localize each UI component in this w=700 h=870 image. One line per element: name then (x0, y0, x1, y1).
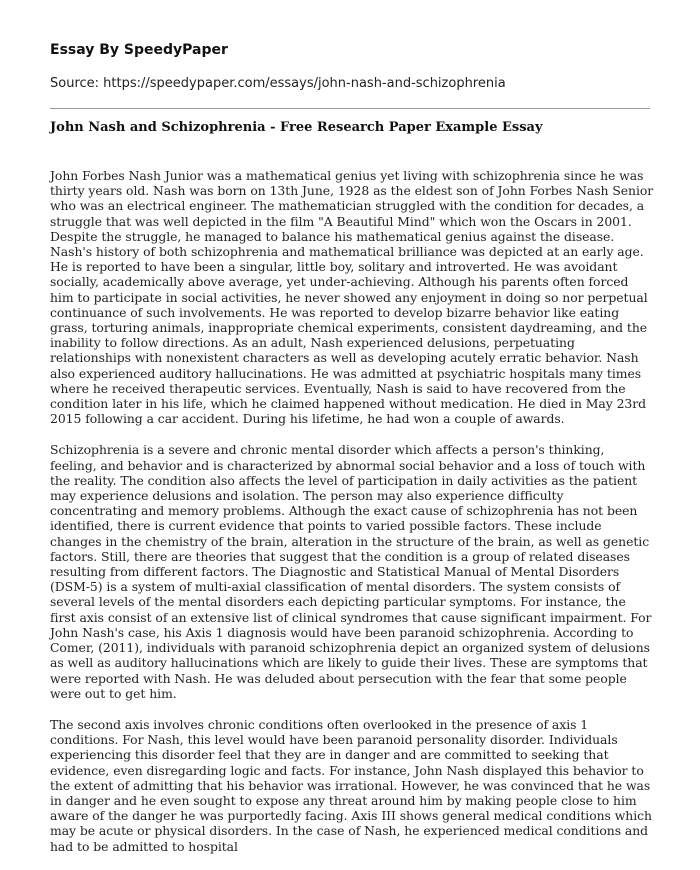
paragraph: The second axis involves chronic conditions often overlooked in the presence of axis 1 conditions. For Nash, this level would have been paranoid personality disorder. Individuals experiencing this disorder feel that they are in danger and are committed to seeking that evidence, even disregarding logic and facts. For instance, John Nash displayed this behavior to the extent of admitting that his behavior was irrational. However, he was convinced that he was in danger and he even sought to expose any threat around him by making people close to him aware of the danger he was purportedly facing. Axis III shows general medical conditions which may be acute or physical disorders. In the case of Nash, he experienced medical conditions and had to be admitted to hospital (50, 716, 652, 854)
essay-body (50, 168, 654, 870)
essay-title: John Nash and Schizophrenia - Free Research Paper Example Essay (50, 120, 543, 135)
paragraph: John Forbes Nash Junior was a mathematical genius yet living with schizophrenia since he was thirty years old. Nash was born on 13th June, 1928 as the eldest son of John Forbes Nash Senior who was an electrical engineer. The mathematician struggled with the condition for decades, a struggle that was well depicted in the film "A Beautiful Mind" which won the Oscars in 2001. Despite the struggle, he managed to balance his mathematical genius against the disease. Nash's history of both schizophrenia and mathematical brilliance was depicted at an early age. He is reported to have been a singular, little boy, solitary and introverted. He was avoidant socially, academically above average, yet under-achieving. Although his parents often forced him to participate in social activities, he never showed any enjoyment in doing so nor perpetual continuance of such involvements. He was reported to develop bizarre behavior like eating grass, torturing animals, inappropriate chemical experiments, consistent daydreaming, and the inability to follow directions. As an adult, Nash experienced delusions, perpetuating relationships with nonexistent characters as well as developing acutely erratic behavior. Nash also experienced auditory hallucinations. He was admitted at psychiatric hospitals many times where he received therapeutic services. Eventually, Nash is said to have recovered from the condition later in his life, which he claimed happened without medication. He died in May 23rd 2015 following a car accident. During his lifetime, he had won a couple of awards. (50, 168, 654, 427)
source-line: Source: https://speedypaper.com/essays/john-nash-and-schizophrenia (50, 76, 506, 91)
header-divider (50, 108, 650, 109)
publisher-title: Essay By SpeedyPaper (50, 42, 228, 58)
paragraph: Schizophrenia is a severe and chronic mental disorder which affects a person's thinking, feeling, and behavior and is characterized by abnormal social behavior and a loss of touch with the reality. The condition also affects the level of participation in daily activities as the patient may experience delusions and isolation. The person may also experience difficulty concentrating and memory problems. Although the exact cause of schizophrenia has not been identified, there is current evidence that points to varied possible factors. These include changes in the chemistry of the brain, alteration in the structure of the brain, as well as genetic factors. Still, there are theories that suggest that the condition is a group of related diseases resulting from different factors. The Diagnostic and Statistical Manual of Mental Disorders (DSM-5) is a system of multi-axial classification of mental disorders. The system consists of several levels of the mental disorders each depicting particular symptoms. For instance, the first axis consist of an extensive list of clinical syndromes that cause significant impairment. For John Nash's case, his Axis 1 diagnosis would have been paranoid schizophrenia. According to Comer, (2011), individuals with paranoid schizophrenia depict an organized system of delusions as well as auditory hallucinations which are likely to guide their lives. These are symptoms that were reported with Nash. He was deluded about persecution with the fear that some people were out to get him. (50, 442, 652, 701)
